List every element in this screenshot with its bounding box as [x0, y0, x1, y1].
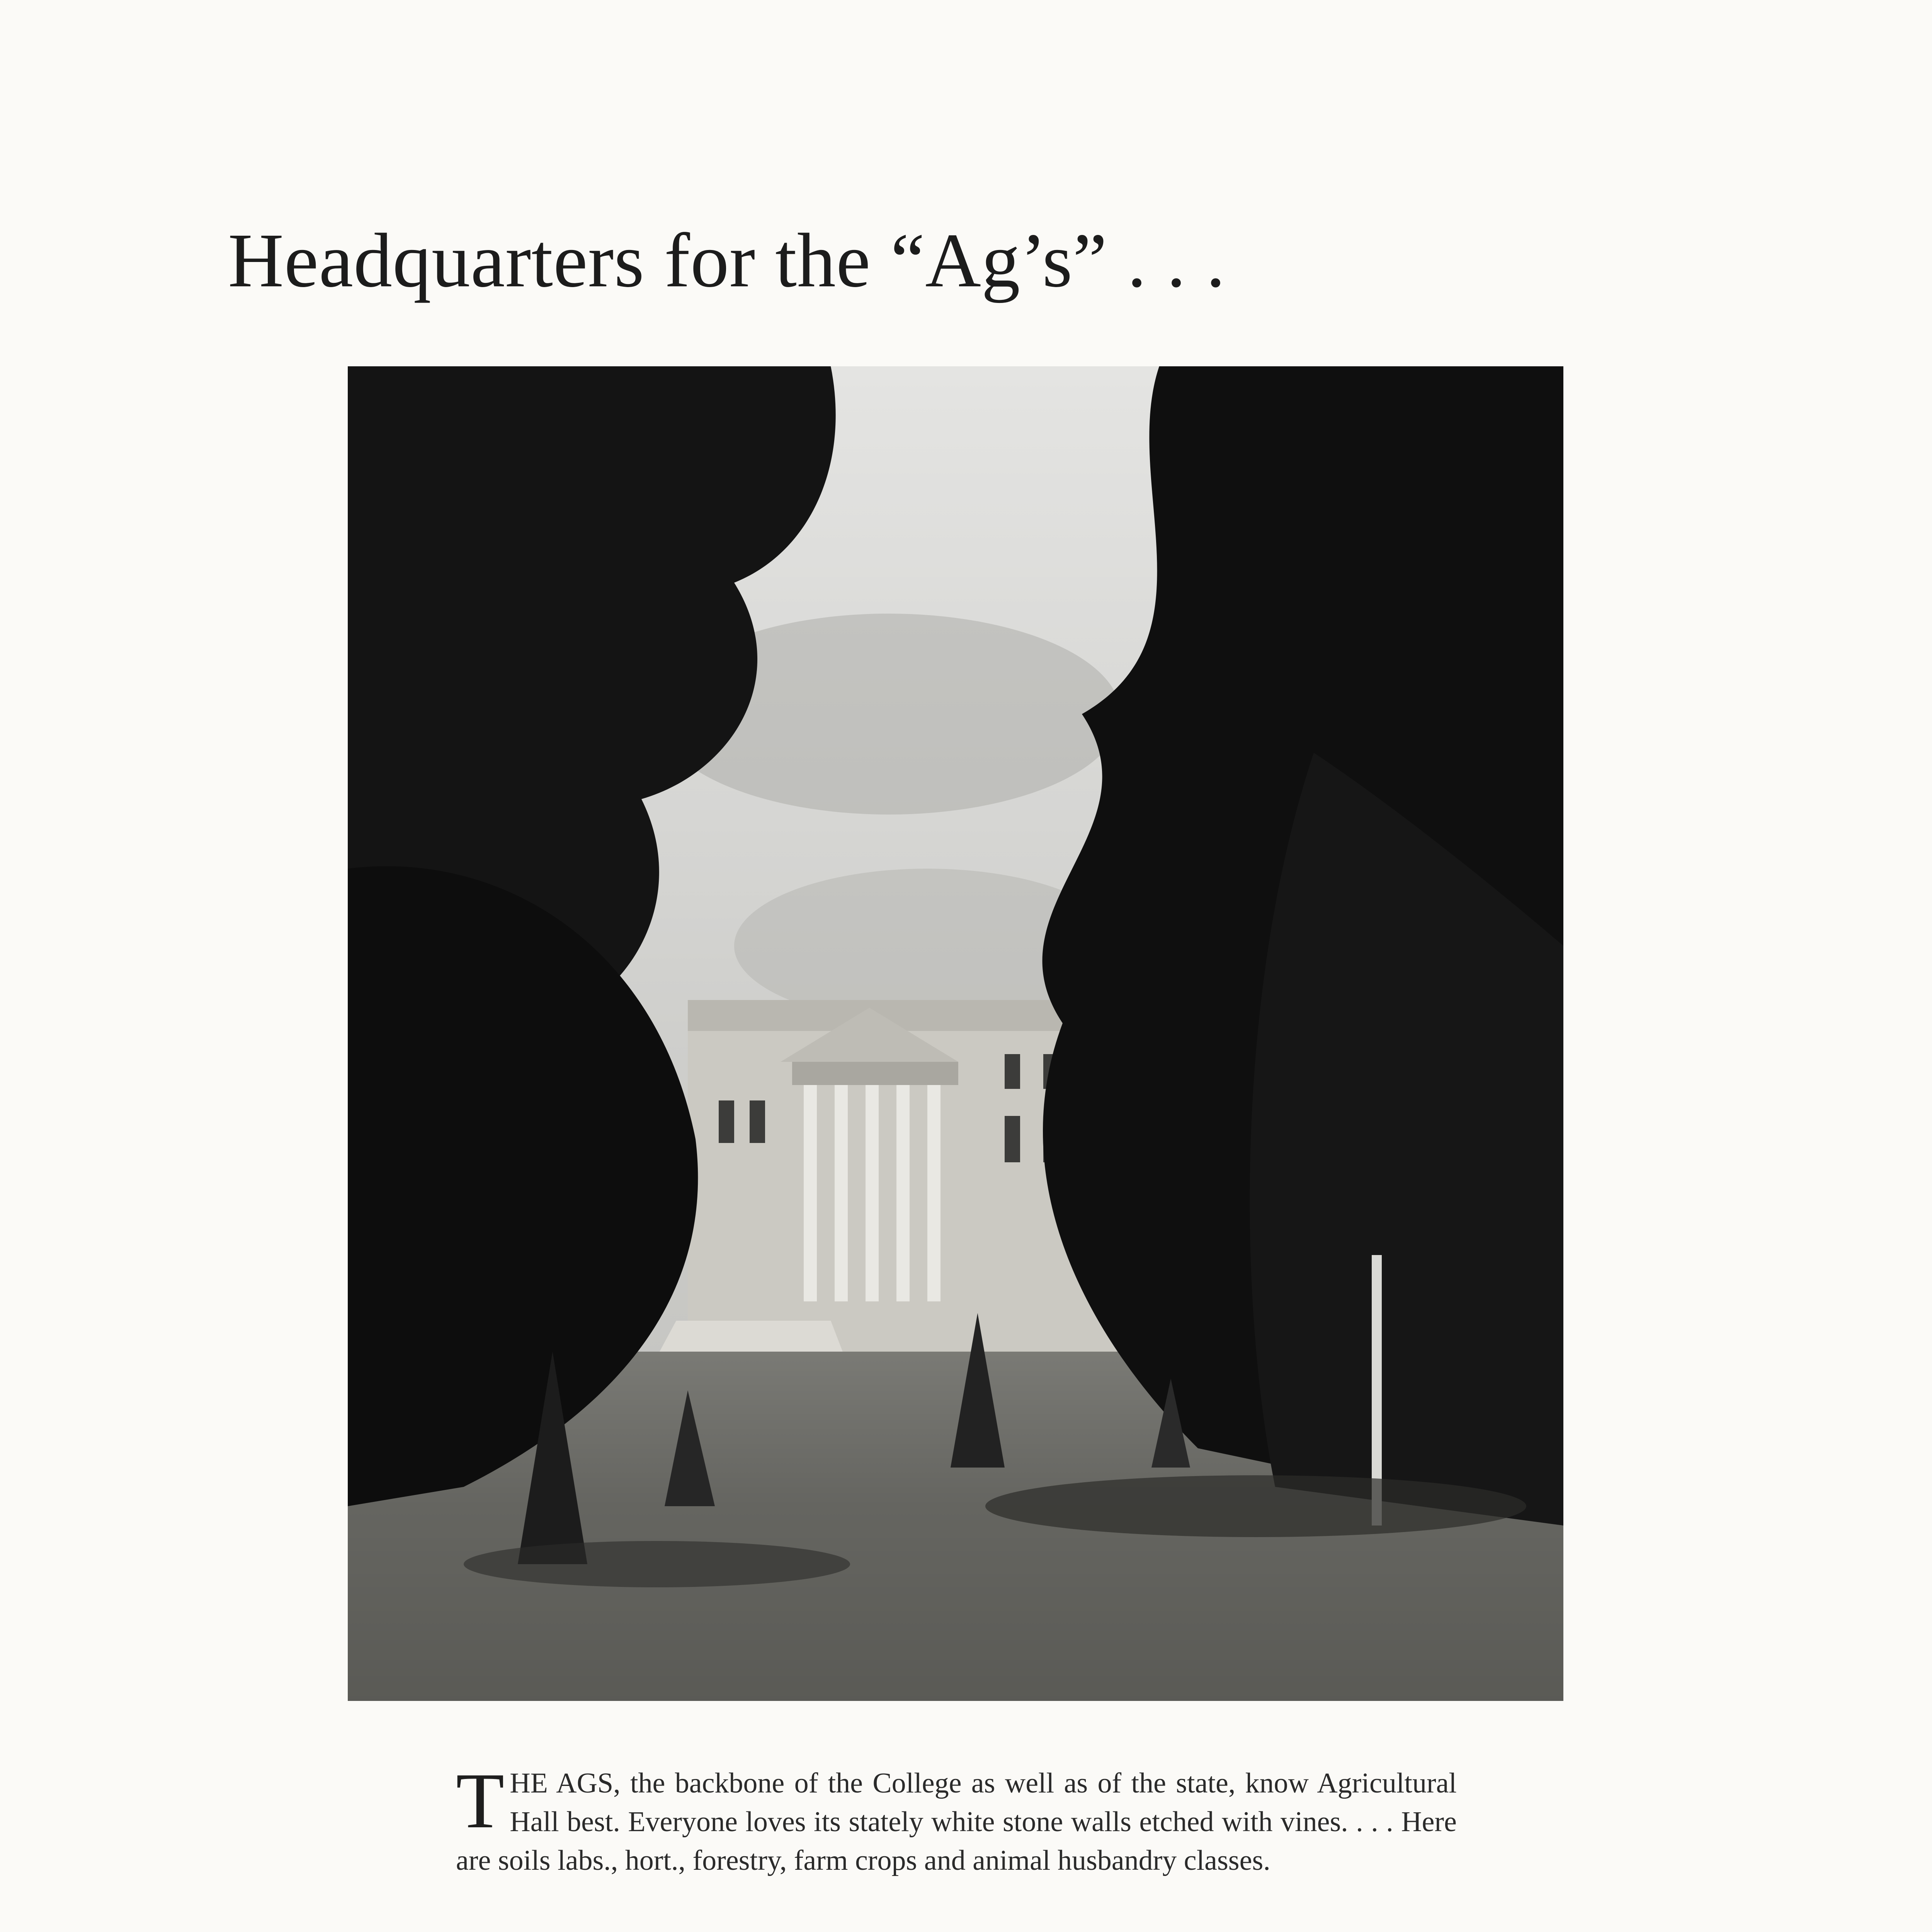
photo-caption	[456, 1757, 1457, 1880]
building-photo-icon	[348, 366, 1563, 1701]
caption-drop-cap: T	[456, 1757, 505, 1845]
agricultural-hall-photo	[348, 366, 1563, 1701]
page-heading: Headquarters for the “Ag’s” . . .	[228, 218, 1226, 303]
caption-text: HE AGS, the backbone of the College as well as of the state, know Agricultural Hall best. Everyone loves its stately white stone walls etched with vines. . . . Here are soils labs., hort., forestry, farm crops and animal husbandry classes.	[456, 1767, 1457, 1876]
